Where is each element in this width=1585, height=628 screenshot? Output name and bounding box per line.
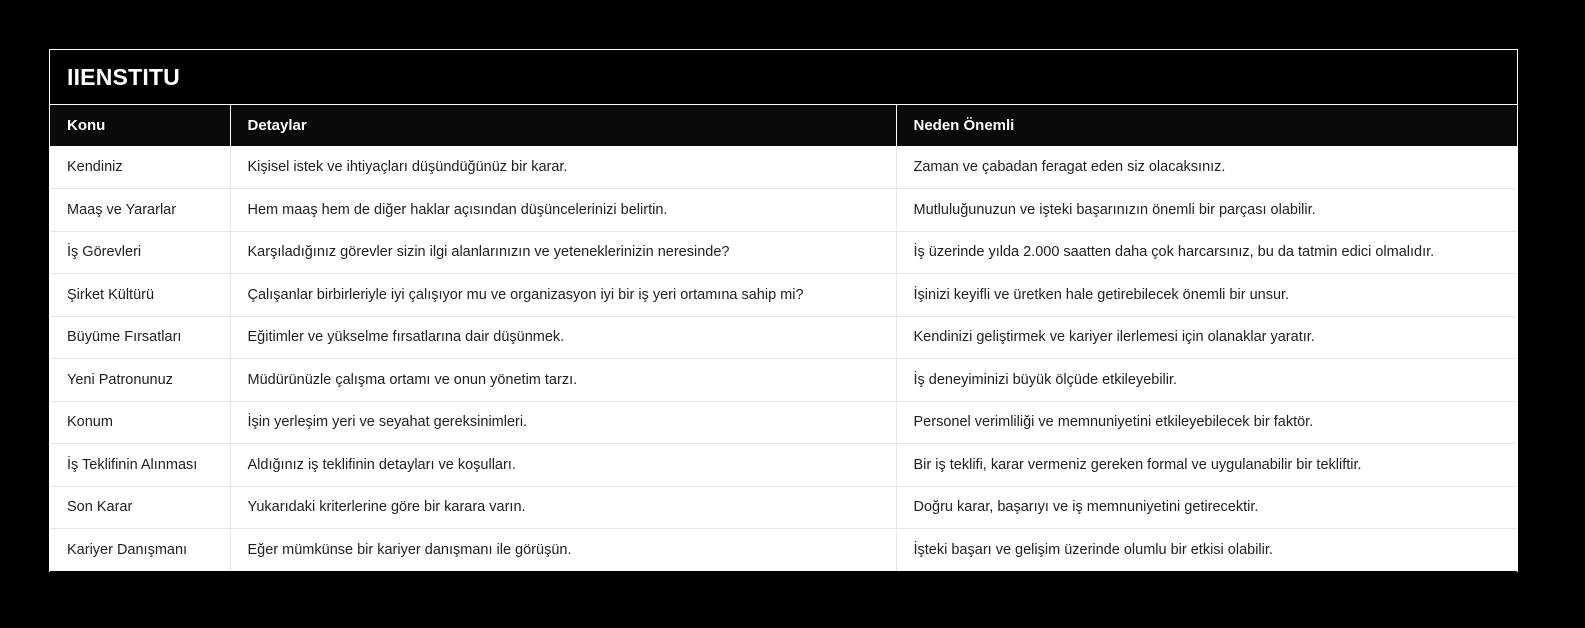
- table-header-row: [50, 105, 1517, 146]
- cell-detaylar: Müdürünüzle çalışma ortamı ve onun yönetim tarzı.: [230, 359, 896, 402]
- table-row: [50, 231, 1517, 274]
- cell-detaylar: Çalışanlar birbirleriyle iyi çalışıyor mu ve organizasyon iyi bir iş yeri ortamına sahip mi?: [230, 274, 896, 317]
- table-row: [50, 189, 1517, 232]
- table-row: [50, 529, 1517, 572]
- brand-title: IIENSTITU: [67, 63, 180, 90]
- cell-konu: İş Teklifinin Alınması: [50, 444, 230, 487]
- cell-konu: İş Görevleri: [50, 231, 230, 274]
- cell-neden-onemli: Mutluluğunuzun ve işteki başarınızın önemli bir parçası olabilir.: [896, 189, 1517, 232]
- table-header: [50, 105, 1517, 146]
- cell-neden-onemli: Kendinizi geliştirmek ve kariyer ilerlemesi için olanaklar yaratır.: [896, 316, 1517, 359]
- table-card: [49, 49, 1518, 572]
- cell-konu: Büyüme Fırsatları: [50, 316, 230, 359]
- cell-detaylar: İşin yerleşim yeri ve seyahat gereksinimleri.: [230, 401, 896, 444]
- column-header-detaylar: Detaylar: [230, 105, 896, 146]
- table-row: [50, 486, 1517, 529]
- cell-detaylar: Eğitimler ve yükselme fırsatlarına dair düşünmek.: [230, 316, 896, 359]
- table-body: [50, 146, 1517, 571]
- cell-konu: Yeni Patronunuz: [50, 359, 230, 402]
- cell-detaylar: Karşıladığınız görevler sizin ilgi alanlarınızın ve yeteneklerinizin neresinde?: [230, 231, 896, 274]
- table-row: [50, 316, 1517, 359]
- cell-neden-onemli: Doğru karar, başarıyı ve iş memnuniyetini getirecektir.: [896, 486, 1517, 529]
- column-header-konu: Konu: [50, 105, 230, 146]
- cell-detaylar: Aldığınız iş teklifinin detayları ve koşulları.: [230, 444, 896, 487]
- cell-detaylar: Eğer mümkünse bir kariyer danışmanı ile görüşün.: [230, 529, 896, 572]
- cell-detaylar: Hem maaş hem de diğer haklar açısından düşüncelerinizi belirtin.: [230, 189, 896, 232]
- cell-konu: Kendiniz: [50, 146, 230, 189]
- cell-konu: Maaş ve Yararlar: [50, 189, 230, 232]
- cell-konu: Konum: [50, 401, 230, 444]
- table-row: [50, 274, 1517, 317]
- table-row: [50, 401, 1517, 444]
- cell-konu: Son Karar: [50, 486, 230, 529]
- table-row: [50, 146, 1517, 189]
- cell-detaylar: Yukarıdaki kriterlerine göre bir karara varın.: [230, 486, 896, 529]
- cell-neden-onemli: İş üzerinde yılda 2.000 saatten daha çok harcarsınız, bu da tatmin edici olmalıdır.: [896, 231, 1517, 274]
- table-row: [50, 444, 1517, 487]
- brand-bar: [50, 50, 1517, 105]
- cell-neden-onemli: İş deneyiminizi büyük ölçüde etkileyebilir.: [896, 359, 1517, 402]
- comparison-table: [50, 105, 1517, 571]
- table-row: [50, 359, 1517, 402]
- cell-neden-onemli: Bir iş teklifi, karar vermeniz gereken formal ve uygulanabilir bir tekliftir.: [896, 444, 1517, 487]
- cell-neden-onemli: İşinizi keyifli ve üretken hale getirebilecek önemli bir unsur.: [896, 274, 1517, 317]
- cell-konu: Kariyer Danışmanı: [50, 529, 230, 572]
- cell-neden-onemli: Zaman ve çabadan feragat eden siz olacaksınız.: [896, 146, 1517, 189]
- cell-detaylar: Kişisel istek ve ihtiyaçları düşündüğünüz bir karar.: [230, 146, 896, 189]
- cell-neden-onemli: İşteki başarı ve gelişim üzerinde olumlu bir etkisi olabilir.: [896, 529, 1517, 572]
- cell-konu: Şirket Kültürü: [50, 274, 230, 317]
- cell-neden-onemli: Personel verimliliği ve memnuniyetini etkileyebilecek bir faktör.: [896, 401, 1517, 444]
- column-header-neden-onemli: Neden Önemli: [896, 105, 1517, 146]
